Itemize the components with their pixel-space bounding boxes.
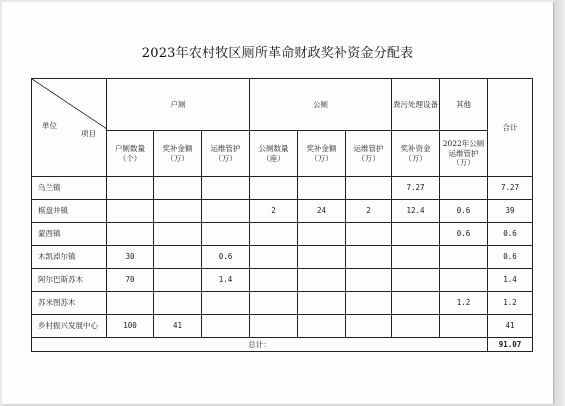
cell-fw-award	[392, 246, 440, 269]
row-unit: 乌兰镇	[32, 177, 107, 200]
cell-fw-award	[392, 269, 440, 292]
cell-hc-maint	[202, 223, 250, 246]
cell-gc-count	[250, 177, 298, 200]
corner-label-unit: 单位	[42, 121, 57, 130]
cell-hc-count	[107, 223, 154, 246]
cell-hc-maint	[202, 315, 250, 338]
cell-total: 1.2	[488, 292, 533, 315]
cell-gc-award	[298, 223, 346, 246]
corner-label-item: 项目	[81, 129, 96, 138]
row-unit: 木凯淖尔镇	[32, 246, 107, 269]
cell-fw-award	[392, 223, 440, 246]
group-header-fenwu: 粪污处理设备	[392, 79, 440, 131]
cell-gc-award	[298, 292, 346, 315]
cell-hc-maint: 1.4	[202, 269, 250, 292]
summary-total: 91.07	[488, 338, 533, 352]
cell-fw-award	[392, 292, 440, 315]
cell-total: 7.27	[488, 177, 533, 200]
row-unit: 阿尔巴斯苏木	[32, 269, 107, 292]
cell-fw-award	[392, 315, 440, 338]
cell-gc-maint	[346, 315, 392, 338]
header-corner-cell	[32, 79, 107, 177]
cell-hc-award: 41	[154, 315, 202, 338]
cell-gc-count	[250, 315, 298, 338]
subheader-fw-award: 奖补资金（万）	[392, 131, 440, 177]
document-title: 2023年农村牧区厕所革命财政奖补资金分配表	[141, 46, 414, 61]
subheader-gc-award: 奖补金额（万）	[298, 131, 346, 177]
cell-hc-maint: 0.6	[202, 246, 250, 269]
cell-gc-maint	[346, 223, 392, 246]
summary-label: 总计：	[32, 338, 488, 352]
cell-gc-maint	[346, 269, 392, 292]
cell-hc-award	[154, 246, 202, 269]
cell-total: 0.6	[488, 223, 533, 246]
cell-gc-award: 24	[298, 200, 346, 223]
document-page	[2, 2, 554, 404]
cell-other-maint: 1.2	[440, 292, 488, 315]
cell-gc-maint	[346, 177, 392, 200]
table-row	[32, 246, 533, 269]
page-edge-shadow	[555, 0, 565, 406]
group-header-huce: 户厕	[107, 79, 250, 131]
cell-gc-maint	[346, 292, 392, 315]
cell-hc-award	[154, 292, 202, 315]
cell-hc-maint	[202, 177, 250, 200]
cell-other-maint: 0.6	[440, 200, 488, 223]
cell-hc-award	[154, 269, 202, 292]
cell-gc-count	[250, 223, 298, 246]
cell-other-maint	[440, 269, 488, 292]
cell-hc-count	[107, 177, 154, 200]
cell-gc-count	[250, 292, 298, 315]
cell-gc-count	[250, 246, 298, 269]
subheader-hc-maint: 运维管护（万）	[202, 131, 250, 177]
row-unit: 乡村振兴发展中心	[32, 315, 107, 338]
table-row	[32, 292, 533, 315]
cell-gc-award	[298, 177, 346, 200]
cell-gc-count	[250, 269, 298, 292]
cell-total: 1.4	[488, 269, 533, 292]
cell-gc-award	[298, 315, 346, 338]
cell-gc-award	[298, 246, 346, 269]
row-unit: 棋盘井镇	[32, 200, 107, 223]
cell-gc-count: 2	[250, 200, 298, 223]
subheader-other-maint: 2022年公厕运维管护（万）	[440, 131, 488, 177]
cell-other-maint	[440, 246, 488, 269]
cell-gc-maint: 2	[346, 200, 392, 223]
row-unit: 蒙西镇	[32, 223, 107, 246]
allocation-table	[31, 78, 533, 352]
subheader-hc-count: 户厕数量（个）	[107, 131, 154, 177]
cell-hc-count: 70	[107, 269, 154, 292]
cell-gc-maint	[346, 246, 392, 269]
table-row	[32, 177, 533, 200]
cell-total: 41	[488, 315, 533, 338]
cell-hc-maint	[202, 292, 250, 315]
cell-hc-count: 30	[107, 246, 154, 269]
table-row	[32, 223, 533, 246]
cell-hc-count: 100	[107, 315, 154, 338]
cell-other-maint	[440, 177, 488, 200]
summary-row	[32, 338, 533, 352]
header-total: 合计	[488, 79, 533, 177]
cell-gc-award	[298, 269, 346, 292]
cell-hc-award	[154, 177, 202, 200]
table-row	[32, 200, 533, 223]
cell-hc-count	[107, 200, 154, 223]
group-header-gongce: 公厕	[250, 79, 392, 131]
subheader-hc-award: 奖补金额（万）	[154, 131, 202, 177]
cell-total: 0.6	[488, 246, 533, 269]
table-row	[32, 315, 533, 338]
cell-hc-award	[154, 200, 202, 223]
group-header-other: 其他	[440, 79, 488, 131]
cell-other-maint: 0.6	[440, 223, 488, 246]
cell-other-maint	[440, 315, 488, 338]
cell-fw-award: 12.4	[392, 200, 440, 223]
cell-hc-award	[154, 223, 202, 246]
cell-hc-maint	[202, 200, 250, 223]
table-row	[32, 269, 533, 292]
row-unit: 苏米图苏木	[32, 292, 107, 315]
cell-fw-award: 7.27	[392, 177, 440, 200]
cell-total: 39	[488, 200, 533, 223]
subheader-gc-maint: 运维管护（万）	[346, 131, 392, 177]
cell-hc-count	[107, 292, 154, 315]
subheader-gc-count: 公厕数量（座）	[250, 131, 298, 177]
